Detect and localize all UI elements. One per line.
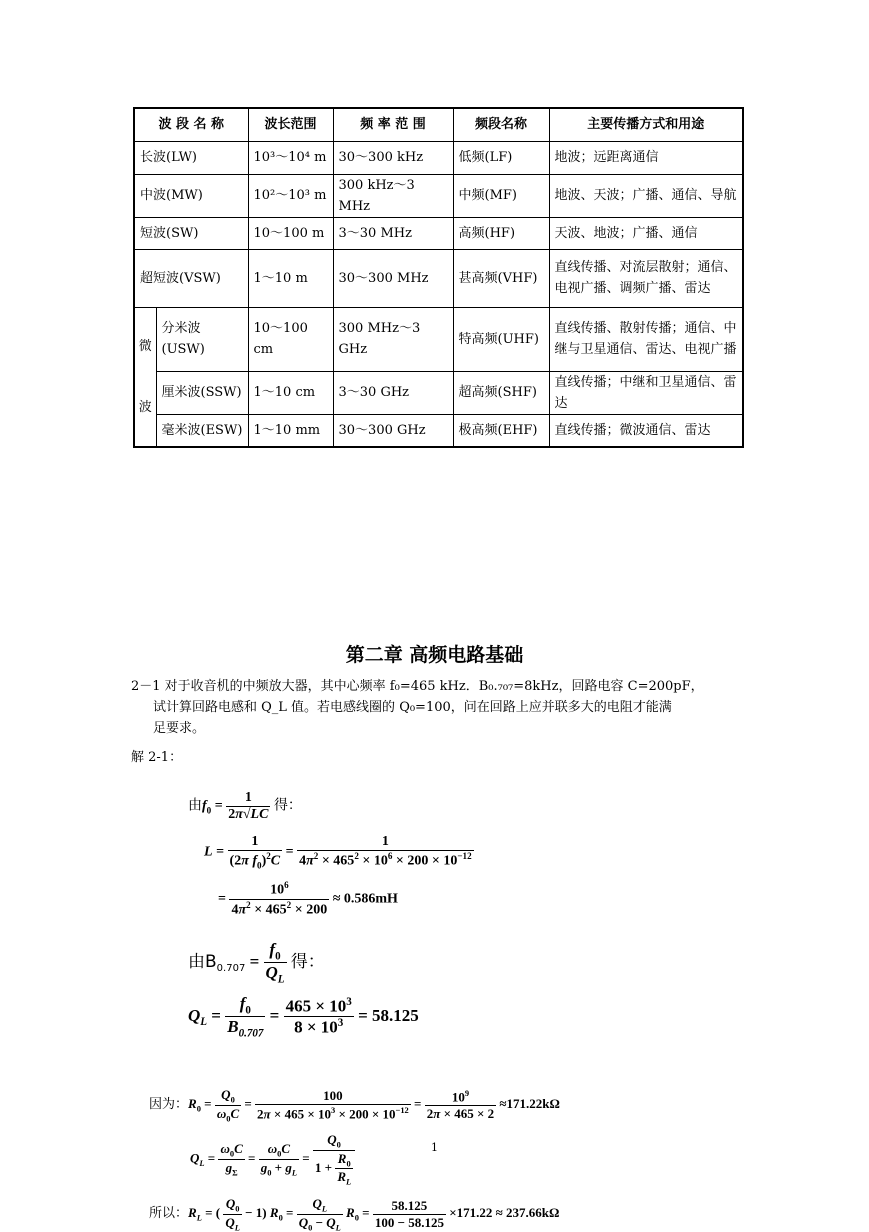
cell-use: 直线传播、散射传播；通信、中继与卫星通信、雷达、电视广播 (549, 307, 743, 371)
table-row (134, 141, 743, 174)
equation-RL: 所以：$R_L$ = ( $\frac{Q_0}{Q_L}$ − 1) $R_0$ = $\frac{Q_L}{Q_0 - Q_L}$ $R_0$ = $\frac{58.125}{100 - 58.125}$ ×171.22 ≈ 237.66kΩ (149, 1196, 560, 1232)
table-row (134, 414, 743, 447)
cell-band: 厘米波(SSW) (156, 371, 248, 414)
cell-use: 直线传播；微波通信、雷达 (549, 414, 743, 447)
cell-name: 甚高频(VHF) (453, 249, 549, 307)
cell-wavelength: 1～10 mm (248, 414, 333, 447)
cell-name: 高频(HF) (453, 217, 549, 249)
equation-f0: 由$f_0$ = $\frac{1}{2\pi√LC}$ 得： (188, 790, 302, 822)
problem-line: 2－1 对于收音机的中频放大器，其中心频率 f₀=465 kHz．B₀.₇₀₇=8kHz，回路电容 C=200pF， (131, 679, 704, 694)
header-name: 频段名称 (453, 108, 549, 141)
cell-band: 分米波(USW) (156, 307, 248, 371)
microwave-label-char: 波 (138, 399, 152, 415)
cell-band: 毫米波(ESW) (156, 414, 248, 447)
cell-frequency: 3～30 GHz (333, 371, 453, 414)
cell-band: 超短波(VSW) (134, 249, 248, 307)
table-row (134, 217, 743, 249)
microwave-group-label (134, 307, 156, 447)
cell-frequency: 3～30 MHz (333, 217, 453, 249)
cell-band: 中波(MW) (134, 174, 248, 217)
cell-band: 长波(LW) (134, 141, 248, 174)
cell-wavelength: 10²～10³ m (248, 174, 333, 217)
cell-name: 极高频(EHF) (453, 414, 549, 447)
equation-bandwidth: 由$B_{0.707}$ = $\frac{f_0}{Q_L}$ 得： (188, 940, 325, 986)
cell-frequency: 30～300 MHz (333, 249, 453, 307)
table-row (134, 371, 743, 414)
cell-frequency: 30～300 GHz (333, 414, 453, 447)
cell-name: 低频(LF) (453, 141, 549, 174)
table-row (134, 174, 743, 217)
cell-wavelength: 10～100 cm (248, 307, 333, 371)
cell-use: 直线传播；中继和卫星通信、雷达 (549, 371, 743, 414)
equation-L: L = $\frac{1}{(2\pi f_0)^2C}$ = $\frac{1}{4\pi^2 \times 465^2 \times 10^6 \times 200 \times 10^{-12}}$ (204, 834, 472, 871)
problem-line: 足要求。 (153, 721, 206, 736)
table-row (134, 249, 743, 307)
cell-name: 中频(MF) (453, 174, 549, 217)
cell-frequency: 300 MHz～3 GHz (333, 307, 453, 371)
band-table (133, 107, 744, 448)
header-frequency: 频 率 范 围 (333, 108, 453, 141)
equation-QL-conductance: $Q_L$ = $\frac{\omega_0C}{g_\Sigma}$ = $\frac{\omega_0C}{g_0 + g_L}$ = $Q_0$ 1 + $\frac{R_0}{R_L}$ (190, 1132, 355, 1187)
cell-use: 直线传播、对流层散射；通信、电视广播、调频广播、雷达 (549, 249, 743, 307)
problem-statement (131, 676, 751, 739)
solution-label: 解 2-1： (131, 750, 183, 765)
cell-wavelength: 10³～10⁴ m (248, 141, 333, 174)
header-band: 波 段 名 称 (134, 108, 248, 141)
page-number: 1 (431, 1141, 438, 1154)
header-use: 主要传播方式和用途 (549, 108, 743, 141)
microwave-label-char: 微 (138, 338, 152, 354)
cell-use: 天波、地波；广播、通信 (549, 217, 743, 249)
table-header-row (134, 108, 743, 141)
cell-frequency: 30～300 kHz (333, 141, 453, 174)
cell-frequency: 300 kHz～3 MHz (333, 174, 453, 217)
table-row (134, 307, 743, 371)
cell-use: 地波；远距离通信 (549, 141, 743, 174)
cell-wavelength: 10～100 m (248, 217, 333, 249)
equation-QL: $Q_L$ = $\frac{f_0}{B_{0.707}}$ = $\frac{465 \times 10^3}{8 \times 10^3}$ = 58.125 (188, 994, 419, 1040)
cell-name: 特高频(UHF) (453, 307, 549, 371)
cell-use: 地波、天波；广播、通信、导航 (549, 174, 743, 217)
chapter-title: 第二章 高频电路基础 (345, 644, 524, 666)
cell-wavelength: 1～10 m (248, 249, 333, 307)
equation-R0: 因为：$R_0$ = $\frac{Q_0}{\omega_0C}$ = $\frac{100}{2\pi \times 465 \times 10^3 \times 200 \times 10^{-12}}$ = $\frac{10^9}{2\pi \times 465 \times 2}$ ≈171.22kΩ (149, 1087, 560, 1124)
header-wavelength: 波长范围 (248, 108, 333, 141)
cell-band: 短波(SW) (134, 217, 248, 249)
cell-name: 超高频(SHF) (453, 371, 549, 414)
equation-L-result: = $\frac{10^6}{4\pi^2 \times 465^2 \times 200}$ ≈ 0.586mH (218, 880, 398, 918)
cell-wavelength: 1～10 cm (248, 371, 333, 414)
problem-line: 试计算回路电感和 Q_L 值。若电感线圈的 Q₀=100，问在回路上应并联多大的电阻才能满 (153, 700, 672, 715)
